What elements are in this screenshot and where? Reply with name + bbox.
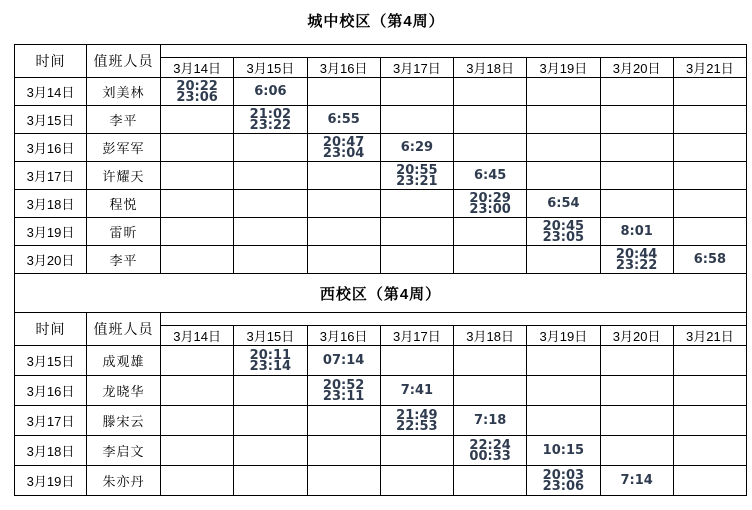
time-cell <box>600 134 673 162</box>
duty-row <box>15 346 747 376</box>
time-cell <box>307 218 380 246</box>
time-cell <box>527 376 600 406</box>
date-header-cell: 3月16日 <box>307 58 380 78</box>
time-cell <box>454 218 527 246</box>
time-cell <box>673 134 746 162</box>
time-cell <box>234 246 307 274</box>
header-strip <box>161 313 747 326</box>
time-value: 23:14 <box>249 358 292 374</box>
time-value: 23:06 <box>176 89 218 105</box>
header-strip <box>161 45 747 58</box>
section-title-west-campus: 西校区（第4周） <box>15 274 747 313</box>
time-cell <box>234 436 307 466</box>
time-value: 23:21 <box>396 173 438 189</box>
person-cell: 许耀天 <box>87 162 161 190</box>
time-cell <box>673 376 746 406</box>
time-cell <box>380 246 453 274</box>
person-cell: 刘美林 <box>87 78 161 106</box>
time-cell <box>527 134 600 162</box>
time-cell <box>527 106 600 134</box>
time-cell <box>234 134 307 162</box>
time-value: 20:03 <box>542 467 585 483</box>
time-cell <box>161 466 234 496</box>
time-cell <box>454 190 527 218</box>
time-value: 20:22 <box>176 78 218 94</box>
time-value: 6:54 <box>547 196 580 211</box>
time-cell <box>454 436 527 466</box>
time-value: 8:01 <box>620 224 653 239</box>
duty-row <box>15 162 747 190</box>
time-cell <box>600 190 673 218</box>
person-cell: 滕宋云 <box>87 406 161 436</box>
time-value: 7:41 <box>400 383 434 398</box>
time-cell <box>673 106 746 134</box>
time-cell <box>234 190 307 218</box>
date-header-cell: 3月18日 <box>454 58 527 78</box>
duty-row <box>15 406 747 436</box>
time-cell <box>527 78 600 106</box>
time-value: 7:14 <box>620 473 653 488</box>
time-value: 23:11 <box>322 388 365 404</box>
row-date-cell: 3月18日 <box>15 190 87 218</box>
time-cell <box>234 162 307 190</box>
time-cell <box>454 376 527 406</box>
time-value: 6:06 <box>254 84 287 99</box>
time-cell <box>527 406 600 436</box>
time-cell <box>527 436 600 466</box>
duty-table-body <box>15 45 747 496</box>
staff-column-header: 值班人员 <box>87 45 161 78</box>
row-date-cell: 3月18日 <box>15 436 87 466</box>
time-cell <box>454 346 527 376</box>
time-cell <box>454 134 527 162</box>
person-cell: 李平 <box>87 246 161 274</box>
person-cell: 朱亦丹 <box>87 466 161 496</box>
staff-column-header: 值班人员 <box>87 313 161 346</box>
date-header-cell: 3月20日 <box>600 326 673 346</box>
time-cell <box>161 406 234 436</box>
time-cell <box>673 436 746 466</box>
time-cell <box>673 466 746 496</box>
date-header-cell: 3月19日 <box>527 326 600 346</box>
time-cell <box>234 346 307 376</box>
person-cell: 李平 <box>87 106 161 134</box>
time-cell <box>454 466 527 496</box>
time-value: 20:52 <box>322 377 365 393</box>
time-cell <box>380 190 453 218</box>
date-header-cell: 3月16日 <box>307 326 380 346</box>
time-cell <box>380 436 453 466</box>
time-cell <box>307 162 380 190</box>
time-cell <box>380 218 453 246</box>
time-cell <box>307 78 380 106</box>
campus-title-city-center: 城中校区（第4周） <box>307 13 445 30</box>
time-value: 23:22 <box>615 257 658 273</box>
time-cell <box>161 218 234 246</box>
row-date-cell: 3月19日 <box>15 466 87 496</box>
row-date-cell: 3月16日 <box>15 134 87 162</box>
row-date-cell: 3月19日 <box>15 218 87 246</box>
person-cell: 成观雄 <box>87 346 161 376</box>
time-value: 21:49 <box>396 407 438 423</box>
time-value: 23:06 <box>542 478 585 494</box>
time-cell <box>380 406 453 436</box>
time-value: 20:55 <box>396 162 438 178</box>
person-cell: 李启文 <box>87 436 161 466</box>
date-header-cell: 3月21日 <box>673 58 746 78</box>
duty-row <box>15 246 747 274</box>
time-cell <box>380 162 453 190</box>
time-cell <box>234 406 307 436</box>
person-cell: 程悦 <box>87 190 161 218</box>
time-cell <box>600 246 673 274</box>
time-value: 20:47 <box>322 134 365 150</box>
time-cell <box>307 406 380 436</box>
row-date-cell: 3月15日 <box>15 106 87 134</box>
time-cell <box>527 246 600 274</box>
time-cell <box>600 218 673 246</box>
time-cell <box>380 346 453 376</box>
time-cell <box>454 246 527 274</box>
time-cell <box>307 346 380 376</box>
duty-row <box>15 78 747 106</box>
time-column-header: 时间 <box>15 313 87 346</box>
time-cell <box>527 466 600 496</box>
time-value: 20:44 <box>615 246 658 262</box>
time-cell <box>307 106 380 134</box>
person-cell: 龙晓华 <box>87 376 161 406</box>
time-value: 23:22 <box>249 117 292 133</box>
time-value: 6:29 <box>400 140 434 155</box>
date-header-cell: 3月19日 <box>527 58 600 78</box>
time-cell <box>380 78 453 106</box>
date-header-cell: 3月17日 <box>380 58 453 78</box>
time-cell <box>600 466 673 496</box>
duty-row <box>15 466 747 496</box>
row-date-cell: 3月20日 <box>15 246 87 274</box>
time-cell <box>600 106 673 134</box>
row-date-cell: 3月15日 <box>15 346 87 376</box>
time-cell <box>307 436 380 466</box>
duty-table <box>14 44 747 496</box>
date-header-cell: 3月17日 <box>380 326 453 346</box>
time-cell <box>161 346 234 376</box>
time-cell <box>161 246 234 274</box>
time-cell <box>234 218 307 246</box>
time-cell <box>673 162 746 190</box>
time-cell <box>380 106 453 134</box>
time-cell <box>600 162 673 190</box>
duty-row <box>15 134 747 162</box>
time-cell <box>673 78 746 106</box>
time-cell <box>161 190 234 218</box>
person-cell: 彭军军 <box>87 134 161 162</box>
time-cell <box>307 190 380 218</box>
time-value: 6:55 <box>327 112 360 127</box>
time-value: 22:24 <box>469 437 511 453</box>
time-cell <box>673 346 746 376</box>
time-cell <box>380 134 453 162</box>
time-cell <box>673 218 746 246</box>
time-cell <box>234 106 307 134</box>
time-value: 23:00 <box>469 201 511 217</box>
time-cell <box>380 466 453 496</box>
time-cell <box>600 376 673 406</box>
time-cell <box>161 376 234 406</box>
time-cell <box>161 78 234 106</box>
time-cell <box>673 190 746 218</box>
time-cell <box>234 376 307 406</box>
time-cell <box>600 346 673 376</box>
time-cell <box>307 246 380 274</box>
time-value: 21:02 <box>249 106 292 122</box>
time-value: 00:33 <box>469 448 511 464</box>
time-cell <box>600 436 673 466</box>
duty-row <box>15 190 747 218</box>
time-cell <box>527 162 600 190</box>
time-value: 7:18 <box>473 413 507 428</box>
time-cell <box>454 406 527 436</box>
date-header-cell: 3月15日 <box>234 326 307 346</box>
date-header-cell: 3月14日 <box>161 326 234 346</box>
duty-row <box>15 218 747 246</box>
duty-row <box>15 436 747 466</box>
time-value: 10:15 <box>542 443 585 458</box>
time-value: 20:45 <box>542 218 585 234</box>
time-value: 20:11 <box>249 347 292 363</box>
time-value: 23:04 <box>322 145 365 161</box>
time-value: 20:29 <box>469 190 511 206</box>
duty-row <box>15 106 747 134</box>
row-date-cell: 3月14日 <box>15 78 87 106</box>
person-cell: 雷昕 <box>87 218 161 246</box>
time-value: 22:53 <box>396 418 438 434</box>
time-cell <box>454 78 527 106</box>
date-header-cell: 3月20日 <box>600 58 673 78</box>
date-header-cell: 3月14日 <box>161 58 234 78</box>
time-value: 07:14 <box>322 353 365 368</box>
date-header-cell: 3月18日 <box>454 326 527 346</box>
time-cell <box>527 346 600 376</box>
time-cell <box>673 246 746 274</box>
time-value: 6:58 <box>693 252 727 267</box>
time-cell <box>527 190 600 218</box>
duty-row <box>15 376 747 406</box>
time-cell <box>307 376 380 406</box>
time-cell <box>161 436 234 466</box>
time-cell <box>600 406 673 436</box>
time-cell <box>161 162 234 190</box>
row-date-cell: 3月17日 <box>15 406 87 436</box>
time-cell <box>673 406 746 436</box>
row-date-cell: 3月17日 <box>15 162 87 190</box>
time-column-header: 时间 <box>15 45 87 78</box>
time-cell <box>161 106 234 134</box>
time-cell <box>454 106 527 134</box>
time-cell <box>454 162 527 190</box>
row-date-cell: 3月16日 <box>15 376 87 406</box>
time-cell <box>600 78 673 106</box>
time-value: 6:45 <box>473 168 507 183</box>
time-cell <box>234 78 307 106</box>
time-cell <box>307 134 380 162</box>
time-cell <box>234 466 307 496</box>
time-cell <box>307 466 380 496</box>
date-header-cell: 3月15日 <box>234 58 307 78</box>
time-cell <box>527 218 600 246</box>
time-cell <box>161 134 234 162</box>
date-header-cell: 3月21日 <box>673 326 746 346</box>
time-value: 23:05 <box>542 229 585 245</box>
time-cell <box>380 376 453 406</box>
